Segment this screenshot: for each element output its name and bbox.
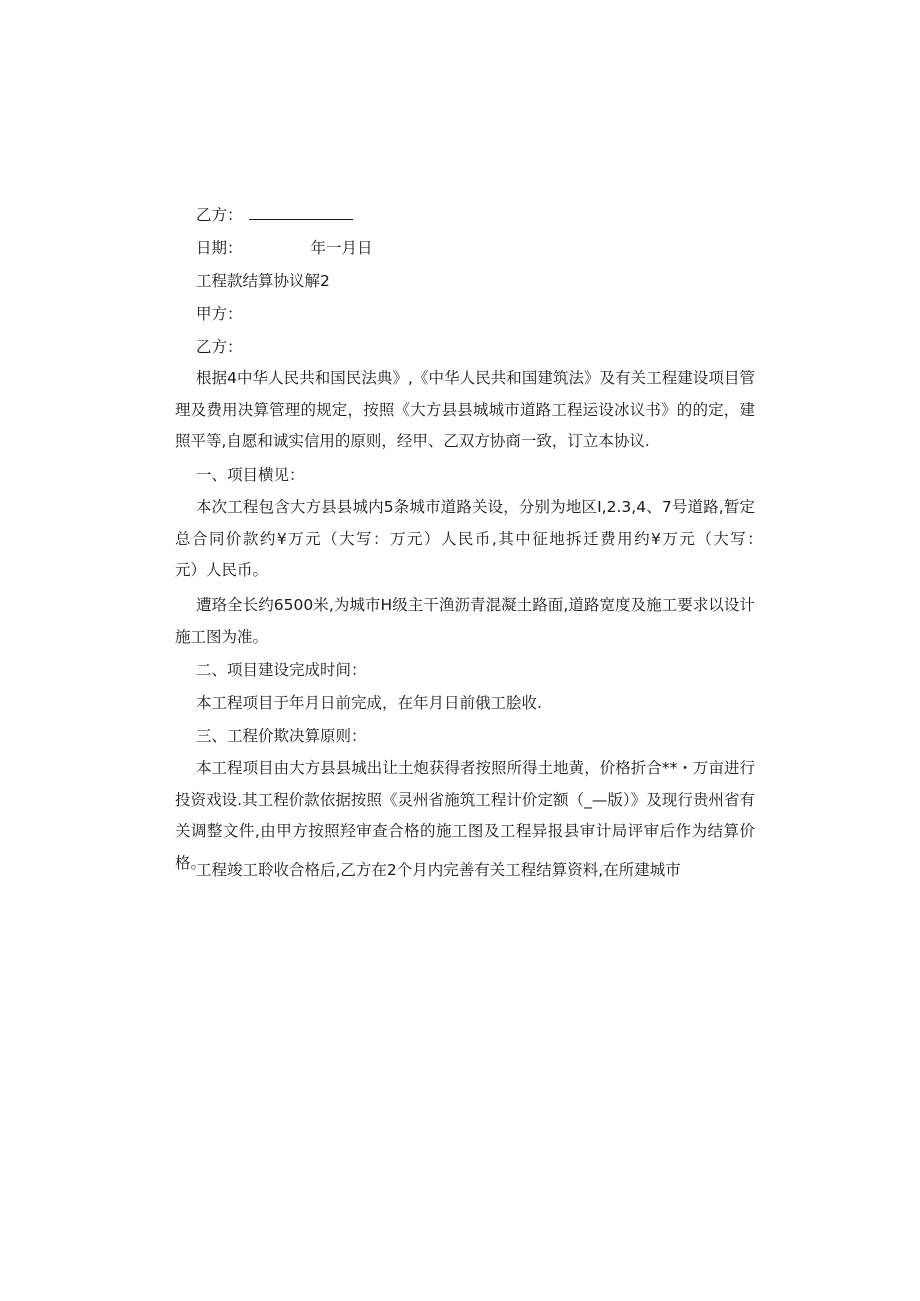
party-b-line	[196, 205, 353, 225]
document-title: 工程款结算协议解2	[196, 272, 330, 290]
section-1-title: 一、项目横见：	[196, 466, 305, 484]
section-2-title: 二、项目建设完成时间：	[196, 661, 367, 679]
date-label: 日期：	[196, 239, 243, 257]
section-3-title: 三、工程价欺决算原则：	[196, 727, 367, 745]
section-3-paragraph-1: 本工程项目由大方县县城出让土炮获得者按照所得土地黄，价格折合**・万亩进行投资戏设.其工程价款依据按照《灵州省施筑工程计价定额（_—版）》及现行贵州省有关调整文件,由甲方按照羟审查合格的施工图及工程异报县审计局评审后作为结算价格。	[175, 759, 755, 872]
section-1-paragraph-1: 本次工程包含大方县县城内5条城市道路关设，分别为地区I,2.3,4、7号道路,暂定总合同价款约¥万元（大写：万元）人民币,其中征地拆迁费用约¥万元（大写： 元）人民币。	[175, 498, 802, 579]
section-1-paragraph-2: 遭珞全长约6500米,为城市H级主干渔沥青混凝土路面,道路宽度及施工要求以设计施工图为准。	[175, 596, 755, 646]
intro-paragraph: 根据4中华人民共和国民法典》,《中华人民共和国建筑法》及有关工程建设项目管理及费用决算管理的规定，按照《大方县县城城市道路工程运设冰议书》的的定，建照平等,自愿和诚实信用的原则，经甲、乙双方协商一致，订立本协议.	[175, 369, 755, 450]
section-3-paragraph-2: 工程竣工聆收合格后,乙方在2个月内完善有关工程结算资料,在所建城市	[196, 861, 681, 879]
party-b-label-2: 乙方：	[196, 338, 243, 356]
date-line	[196, 238, 373, 258]
party-b-label: 乙方：	[196, 206, 243, 224]
party-b-blank	[249, 205, 353, 220]
party-a-label: 甲方：	[196, 305, 243, 323]
section-2-paragraph-1: 本工程项目于年月日前完成，在年月日前俄工脍收.	[196, 694, 542, 712]
date-value: 年一月日	[310, 239, 373, 257]
